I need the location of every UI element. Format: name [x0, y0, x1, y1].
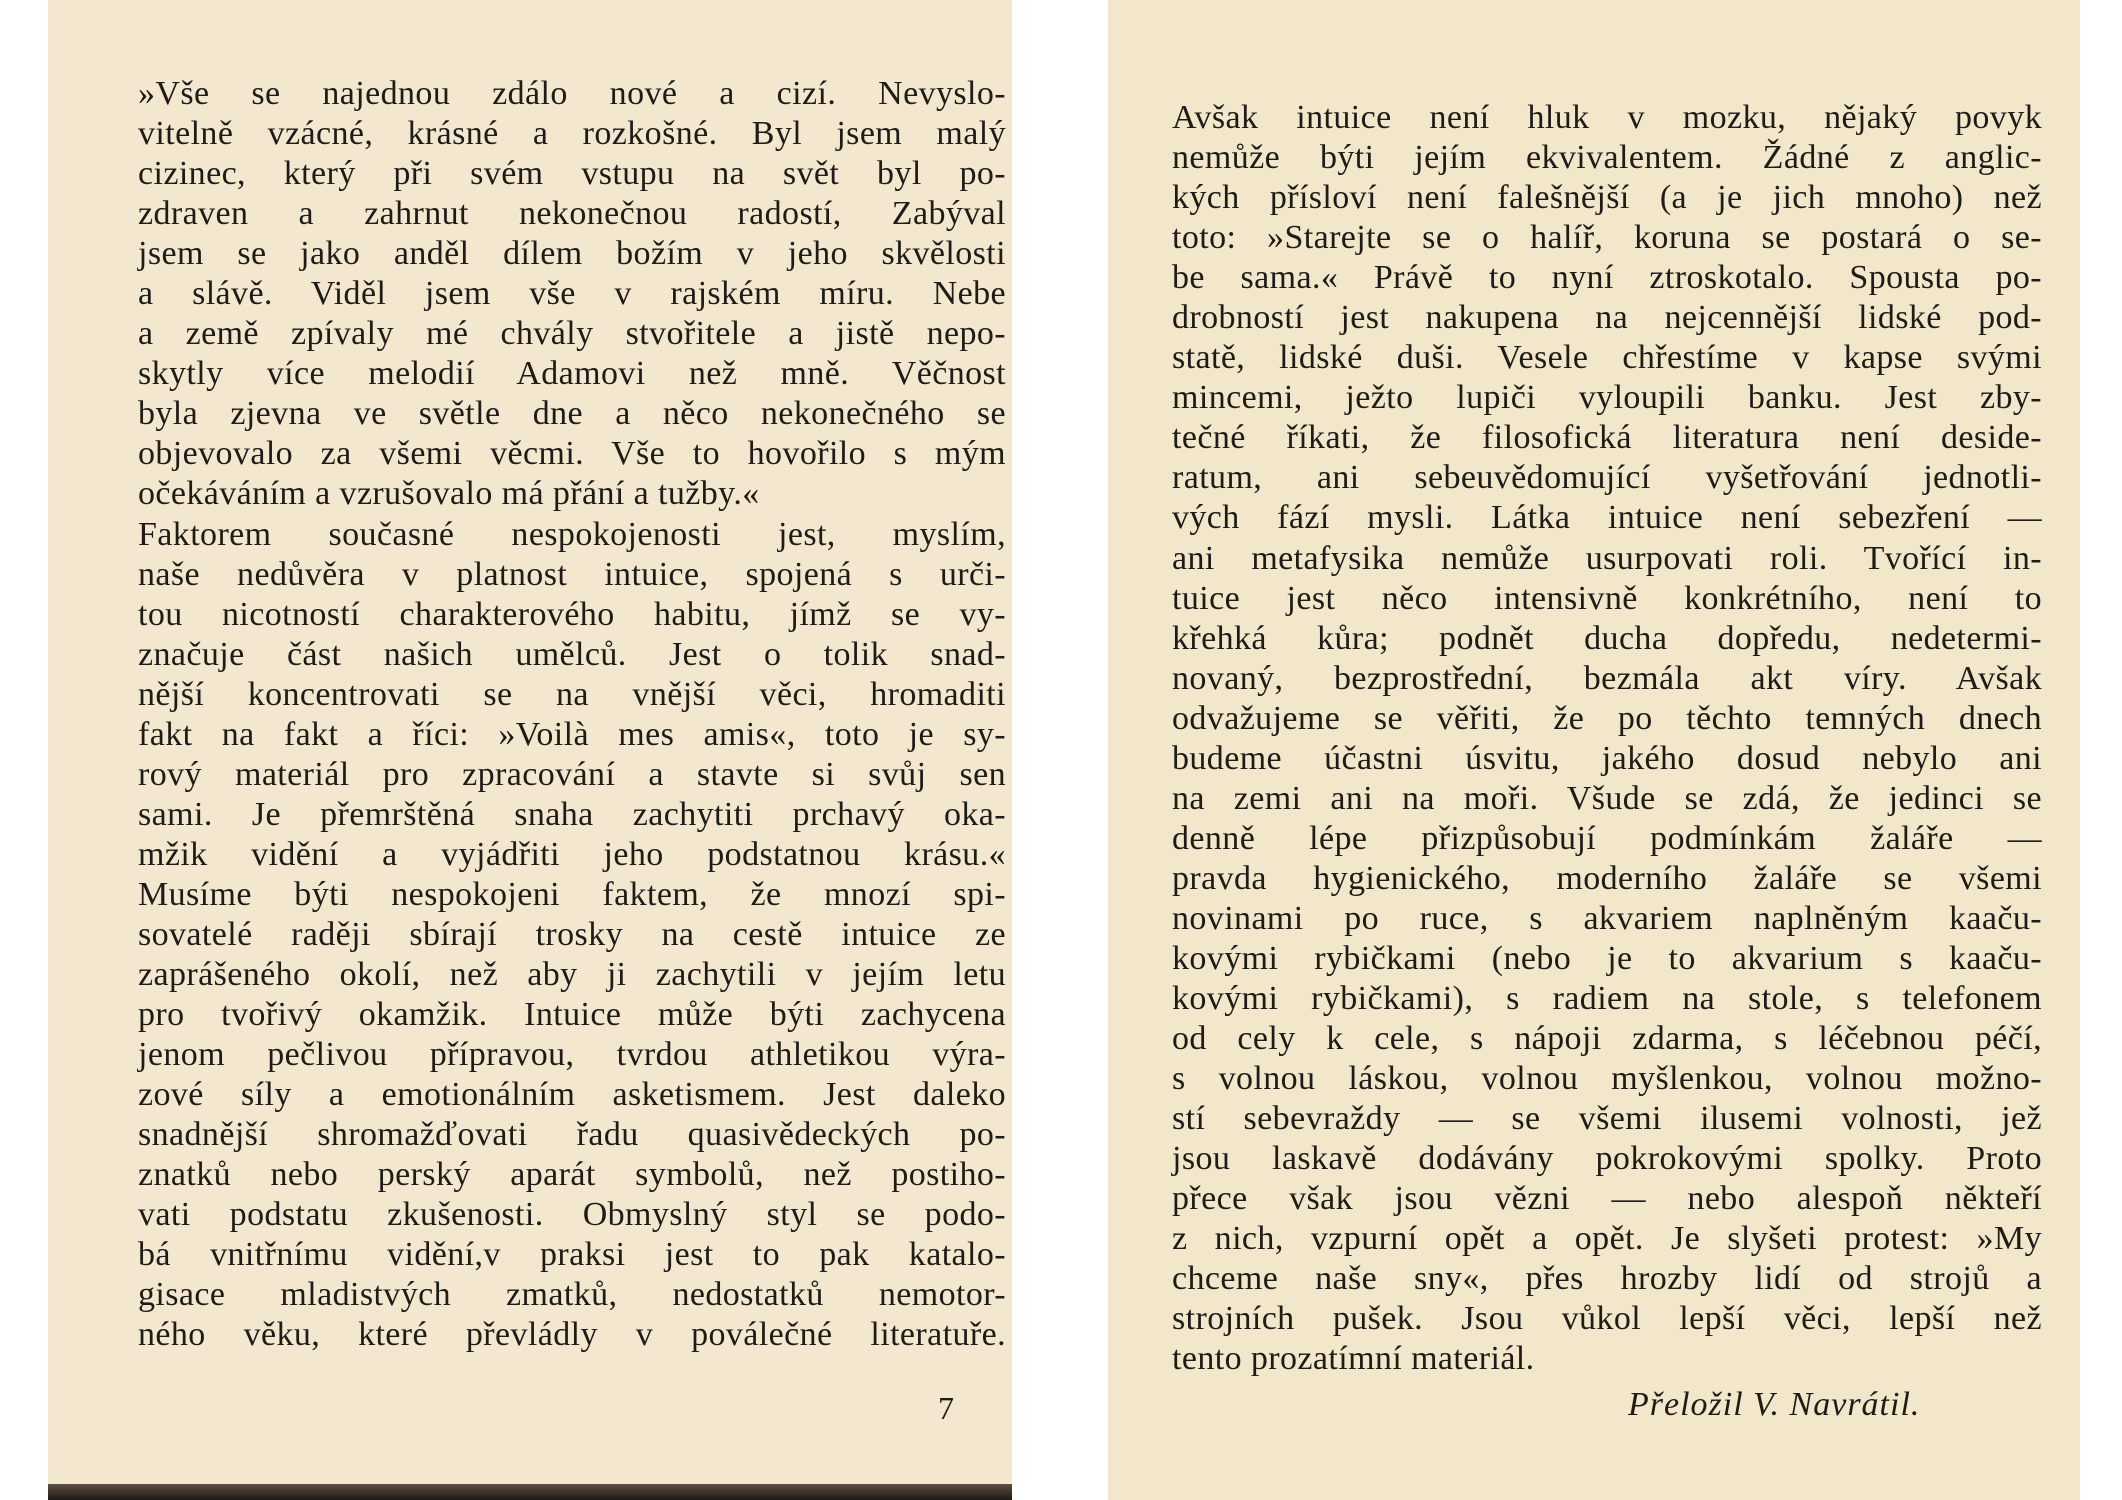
text-line: nemůže býti jejím ekvivalentem. Žádné z anglic-	[1172, 139, 2042, 177]
text-line: Musíme býti nespokojeni faktem, že mnozí spi-	[138, 875, 1006, 913]
text-line: objevovalo za všemi věcmi. Vše to hovořilo s mým	[138, 435, 1006, 473]
text-line: be sama.« Právě to nyní ztroskotalo. Spousta po-	[1172, 259, 2042, 297]
text-line: kovými rybičkami (nebo je to akvarium s kaaču-	[1172, 939, 2042, 977]
text-line: rový materiál pro zpracování a stavte si svůj sen	[138, 755, 1006, 793]
page-bottom-edge	[48, 1484, 1012, 1500]
text-line: od cely k cele, s nápoji zdarma, s léčebnou péčí,	[1172, 1020, 2042, 1058]
text-line: na zemi ani na moři. Všude se zdá, že jedinci se	[1172, 779, 2042, 817]
text-line: značuje část našich umělců. Jest o tolik snad-	[138, 635, 1006, 673]
text-line: jsem se jako anděl dílem božím v jeho skvělosti	[138, 235, 1006, 273]
text-line: bá vnitřnímu vidění,v praksi jest to pak katalo-	[138, 1236, 1006, 1274]
text-line: tou nicotností charakterového habitu, jímž se vy-	[138, 595, 1006, 633]
text-line: stí sebevraždy — se všemi ilusemi volnosti, jež	[1172, 1100, 2042, 1138]
text-line: jsou laskavě dodávány pokrokovými spolky. Proto	[1172, 1140, 2042, 1178]
text-line: »Vše se najednou zdálo nové a cizí. Nevyslo-	[138, 75, 1006, 112]
text-line: s volnou láskou, volnou myšlenkou, volnou možno-	[1172, 1060, 2042, 1098]
text-line: sami. Je přemrštěná snaha zachytiti prchavý oka-	[138, 795, 1006, 833]
left-page	[48, 0, 1012, 1500]
text-line: strojních pušek. Jsou vůkol lepší věci, lepší než	[1172, 1300, 2042, 1338]
text-line: z nich, vzpurní opět a opět. Je slyšeti protest: »My	[1172, 1220, 2042, 1258]
text-line: novaný, bezprostřední, bezmála akt víry. Avšak	[1172, 659, 2042, 697]
text-line: denně lépe přizpůsobují podmínkám žaláře —	[1172, 819, 2042, 857]
text-line: křehká kůra; podnět ducha dopředu, nedetermi-	[1172, 619, 2042, 657]
text-line: vati podstatu zkušenosti. Obmyslný styl se podo-	[138, 1196, 1006, 1234]
text-line: nější koncentrovati se na vnější věci, hromaditi	[138, 675, 1006, 713]
text-line: pro tvořivý okamžik. Intuice může býti zachycena	[138, 996, 1006, 1034]
text-line: tečné říkati, že filosofická literatura není deside-	[1172, 419, 2042, 457]
translator-signature: Přeložil V. Navrátil.	[1628, 1386, 1921, 1423]
text-line: novinami po ruce, s akvariem naplněným kaaču-	[1172, 899, 2042, 937]
text-line: snadnější shromažďovati řadu quasivědeckých po-	[138, 1116, 1006, 1154]
text-line: zaprášeného okolí, než aby ji zachytili v jejím letu	[138, 956, 1006, 994]
text-line: ratum, ani sebeuvědomující vyšetřování jednotli-	[1172, 459, 2042, 497]
text-line: fakt na fakt a říci: »Voilà mes amis«, toto je sy-	[138, 715, 1006, 753]
left-page-text	[138, 74, 1006, 1356]
text-line: zdraven a zahrnut nekonečnou radostí, Zabýval	[138, 195, 1006, 233]
text-line: gisace mladistvých zmatků, nedostatků nemotor-	[138, 1276, 1006, 1314]
text-line: byla zjevna ve světle dne a něco nekonečného se	[138, 395, 1006, 433]
text-line: skytly více melodií Adamovi než mně. Věčnost	[138, 355, 1006, 393]
text-line: kých přísloví není falešnější (a je jich mnoho) než	[1172, 179, 2042, 217]
text-line: cizinec, který při svém vstupu na svět byl po-	[138, 155, 1006, 193]
text-line: statě, lidské duši. Vesele chřestíme v kapse svými	[1172, 339, 2042, 377]
text-line: očekáváním a vzrušovalo má přání a tužby.«	[138, 475, 760, 513]
text-line: Avšak intuice není hluk v mozku, nějaký povyk	[1172, 99, 2042, 136]
right-page	[1108, 0, 2080, 1500]
text-line: budeme účastni úsvitu, jakého dosud nebylo ani	[1172, 739, 2042, 777]
text-line: znatků nebo perský aparát symbolů, než postiho-	[138, 1156, 1006, 1194]
text-line: přece však jsou vězni — nebo alespoň někteří	[1172, 1180, 2042, 1218]
text-line: vitelně vzácné, krásné a rozkošné. Byl jsem malý	[138, 115, 1006, 153]
text-line: mžik vidění a vyjádřiti jeho podstatnou krásu.«	[138, 835, 1006, 873]
text-line: tento prozatímní materiál.	[1172, 1340, 1535, 1378]
text-line: vých fází mysli. Látka intuice není sebezření —	[1172, 499, 2042, 537]
text-line: toto: »Starejte se o halíř, koruna se postará o se-	[1172, 219, 2042, 257]
right-page-text	[1172, 98, 2042, 1380]
text-line: tuice jest něco intensivně konkrétního, není to	[1172, 579, 2042, 617]
text-line: chceme naše sny«, přes hrozby lidí od strojů a	[1172, 1260, 2042, 1298]
text-line: a slávě. Viděl jsem vše v rajském míru. Nebe	[138, 275, 1006, 313]
text-line: Faktorem současné nespokojenosti jest, myslím,	[138, 515, 1006, 553]
text-line: a země zpívaly mé chvály stvořitele a jistě nepo-	[138, 315, 1006, 353]
text-line: ného věku, které převládly v poválečné literatuře.	[138, 1316, 1006, 1354]
text-line: jenom pečlivou přípravou, tvrdou athletikou výra-	[138, 1036, 1006, 1074]
text-line: pravda hygienického, moderního žaláře se všemi	[1172, 859, 2042, 897]
text-line: sovatelé raději sbírají trosky na cestě intuice ze	[138, 915, 1006, 953]
text-line: zové síly a emotionálním asketismem. Jest daleko	[138, 1076, 1006, 1114]
text-line: drobností jest nakupena na nejcennější lidské pod-	[1172, 299, 2042, 337]
page-number: 7	[938, 1390, 954, 1426]
text-line: kovými rybičkami), s radiem na stole, s telefonem	[1172, 980, 2042, 1018]
text-line: naše nedůvěra v platnost intuice, spojená s urči-	[138, 555, 1006, 593]
text-line: odvažujeme se věřiti, že po těchto temných dnech	[1172, 699, 2042, 737]
text-line: mincemi, ježto lupiči vyloupili banku. Jest zby-	[1172, 379, 2042, 417]
text-line: ani metafysika nemůže usurpovati roli. Tvořící in-	[1172, 539, 2042, 577]
